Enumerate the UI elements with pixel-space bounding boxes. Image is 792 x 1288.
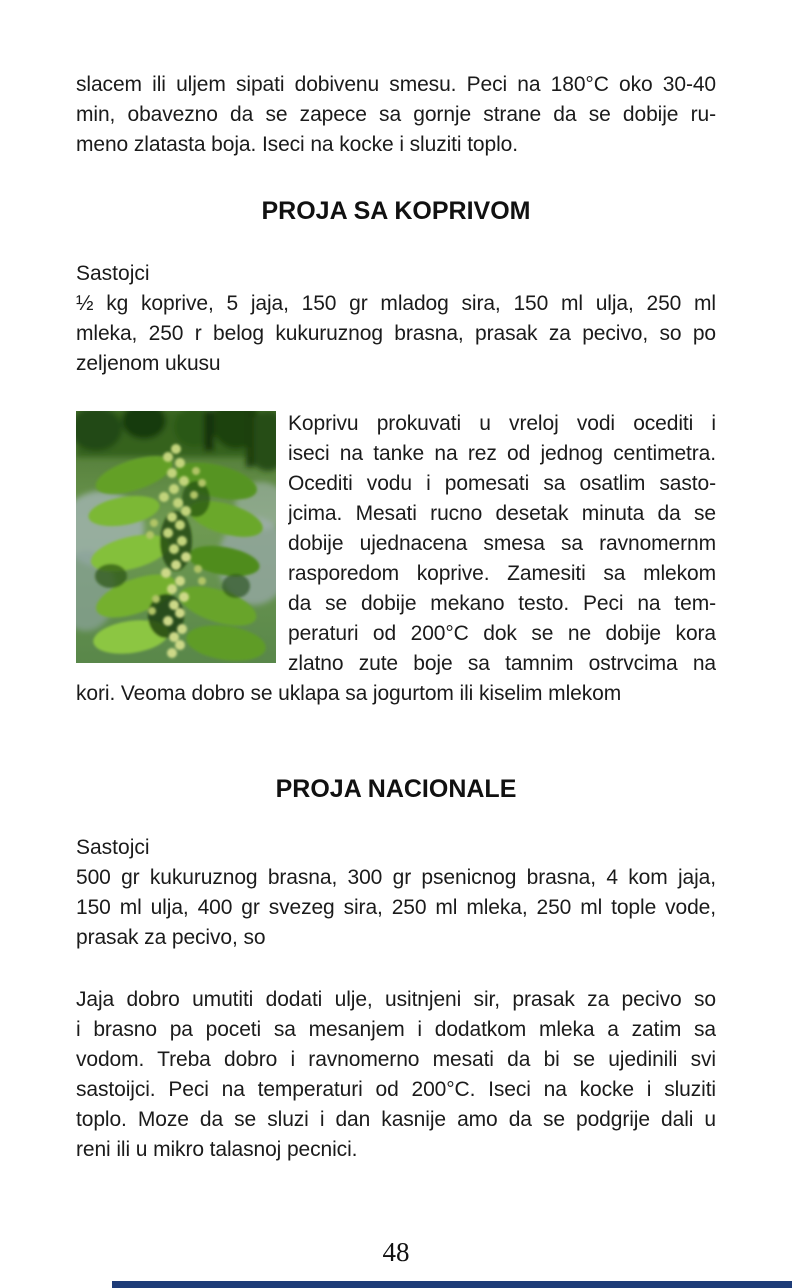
text-line: 150 ml ulja, 400 gr svezeg sira, 250 ml mleka, 250 ml tople vode, bbox=[76, 896, 716, 919]
ingredients-label: Sastojci bbox=[76, 262, 150, 285]
text-line: ½ kg koprive, 5 jaja, 150 gr mladog sira, 150 ml ulja, 250 ml bbox=[76, 292, 716, 315]
intro-paragraph bbox=[76, 70, 716, 160]
text-line: reni ili u mikro talasnoj pecnici. bbox=[76, 1138, 358, 1161]
text-line: Ocediti vodu i pomesati sa osatlim sasto- bbox=[288, 472, 716, 495]
text-line: meno zlatasta boja. Iseci na kocke i sluziti toplo. bbox=[76, 133, 518, 156]
text-line: iseci na tanke na rez od jednog centimetra. bbox=[288, 442, 716, 465]
text-line: dobije ujednacena smesa sa ravnomernm bbox=[288, 532, 716, 555]
text-line: zeljenom ukusu bbox=[76, 352, 221, 375]
text-line: jcima. Mesati rucno desetak minuta da se bbox=[288, 502, 716, 525]
text-line: min, obavezno da se zapece sa gornje strane da se dobije ru- bbox=[76, 103, 716, 126]
text-line: slacem ili uljem sipati dobivenu smesu. Peci na 180°C oko 30-40 bbox=[76, 73, 716, 96]
text-line: peraturi od 200°C dok se ne dobije kora bbox=[288, 622, 716, 645]
text-line: zlatno zute boje sa tamnim ostrvcima na bbox=[288, 652, 716, 675]
text-line: vodom. Treba dobro i ravnomerno mesati da bi se ujedinili svi bbox=[76, 1048, 716, 1071]
text-line: kori. Veoma dobro se uklapa sa jogurtom ili kiselim mlekom bbox=[76, 682, 622, 705]
text-line: sastoijci. Peci na temperaturi od 200°C. Iseci na kocke i sluziti bbox=[76, 1078, 716, 1101]
nettle-plant-photo bbox=[76, 411, 276, 663]
text-line: toplo. Moze da se sluzi i dan kasnije amo da se podgrije dali u bbox=[76, 1108, 716, 1131]
ingredients-list-recipe1 bbox=[76, 289, 716, 379]
recipe-title-proja-nacionale: PROJA NACIONALE bbox=[275, 775, 517, 803]
text-line: 500 gr kukuruznog brasna, 300 gr psenicnog brasna, 4 kom jaja, bbox=[76, 866, 716, 889]
text-line: mleka, 250 r belog kukuruznog brasna, prasak za pecivo, so po bbox=[76, 322, 716, 345]
page-number: 48 bbox=[382, 1237, 410, 1267]
ingredients-label: Sastojci bbox=[76, 836, 150, 859]
text-line: da se dobije mekano testo. Peci na tem- bbox=[288, 592, 716, 615]
text-line: rasporedom koprive. Zamesiti sa mlekom bbox=[288, 562, 716, 585]
instructions-recipe2 bbox=[76, 985, 716, 1165]
text-line: Jaja dobro umutiti dodati ulje, usitnjeni sir, prasak za pecivo so bbox=[76, 988, 716, 1011]
ingredients-list-recipe2 bbox=[76, 863, 716, 953]
recipe-title-proja-sa-koprivom: PROJA SA KOPRIVOM bbox=[261, 197, 531, 225]
text-line: prasak za pecivo, so bbox=[76, 926, 266, 949]
text-line: Koprivu prokuvati u vreloj vodi ocediti i bbox=[288, 412, 716, 435]
instructions-recipe1 bbox=[76, 409, 716, 709]
text-line: i brasno pa poceti sa mesanjem i dodatkom mleka a zatim sa bbox=[76, 1018, 716, 1041]
bottom-accent-bar bbox=[112, 1281, 792, 1288]
